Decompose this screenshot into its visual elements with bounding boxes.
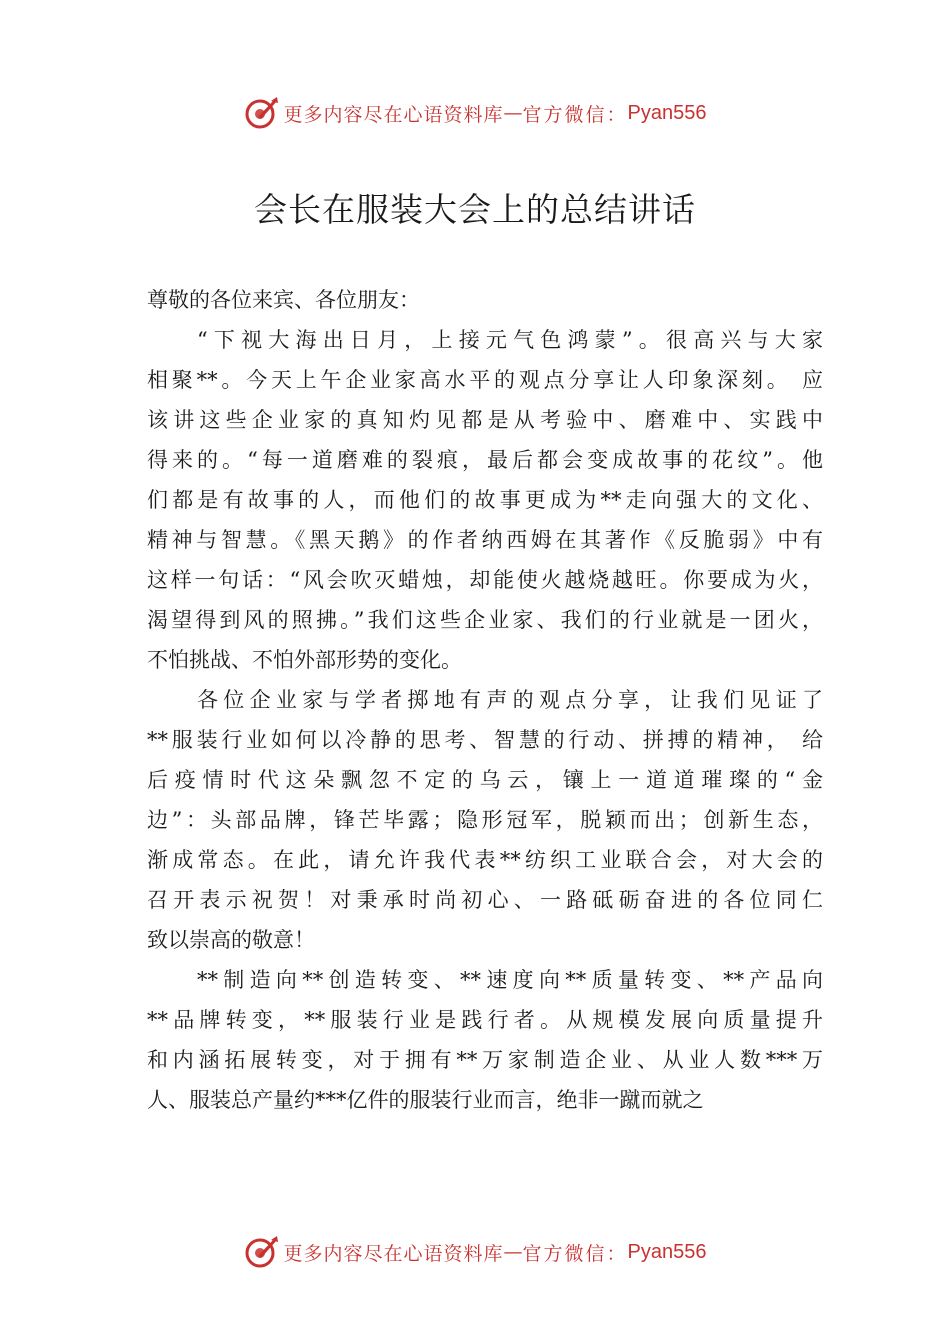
text-line: 得来的。“每一道磨难的裂痕，最后都会变成故事的花纹”。他 [147, 448, 823, 472]
text-line: 不怕挑战、不怕外部形势的变化。 [147, 648, 462, 672]
text-line: 召开表示祝贺！对秉承时尚初心、一路砥砺奋进的各位同仁 [147, 888, 823, 912]
quill-logo-icon [244, 95, 280, 131]
text-line: 边”：头部品牌，锋芒毕露；隐形冠军，脱颖而出；创新生态， [147, 808, 823, 832]
watermark-banner-bottom [0, 1234, 950, 1270]
text-line: 这样一句话：“风会吹灭蜡烛，却能使火越烧越旺。你要成为火， [147, 568, 823, 592]
text-line: 们都是有故事的人，而他们的故事更成为**走向强大的文化、 [147, 488, 823, 512]
text-line: “下视大海出日月，上接元气色鸿蒙”。很高兴与大家 [197, 328, 823, 352]
text-line: **制造向**创造转变、**速度向**质量转变、**产品向 [197, 968, 823, 992]
text-line: 后疫情时代这朵飘忽不定的乌云，镶上一道道璀璨的“金 [147, 768, 823, 792]
watermark-separator: — [503, 102, 523, 124]
text-line: 人、服装总产量约***亿件的服装行业而言，绝非一蹴而就之 [147, 1088, 704, 1112]
text-line: 渐成常态。在此，请允许我代表**纺织工业联合会，对大会的 [147, 848, 823, 872]
paragraph-2 [147, 680, 823, 960]
text-line: **品牌转变，**服装行业是践行者。从规模发展向质量提升 [147, 1008, 823, 1032]
text-line: 和内涵拓展转变，对于拥有**万家制造企业、从业人数***万 [147, 1048, 823, 1072]
document-body [147, 280, 823, 1120]
watermark-wechat-id: Pyan556 [627, 101, 707, 124]
watermark-wechat-label: 官方微信： [522, 103, 628, 126]
text-line: 各位企业家与学者掷地有声的观点分享，让我们见证了 [197, 688, 823, 712]
salutation: 尊敬的各位来宾、各位朋友： [147, 288, 420, 312]
watermark-wechat-id: Pyan556 [627, 1240, 707, 1263]
watermark-text: 更多内容尽在心语资料库 [283, 103, 504, 126]
watermark-banner-top [0, 95, 950, 131]
text-line: 致以崇高的敬意！ [147, 928, 315, 952]
paragraph-3 [147, 960, 823, 1120]
text-line: 精神与智慧。《黑天鹅》的作者纳西姆在其著作《反脆弱》中有 [147, 528, 823, 552]
watermark-wechat-label: 官方微信： [522, 1242, 628, 1265]
text-line: 相聚**。今天上午企业家高水平的观点分享让人印象深刻。 应 [147, 368, 823, 392]
text-line: **服装行业如何以冷静的思考、智慧的行动、拼搏的精神， 给 [147, 728, 823, 752]
document-title: 会长在服装大会上的总结讲话 [254, 190, 696, 229]
watermark-text: 更多内容尽在心语资料库 [283, 1242, 504, 1265]
text-line: 该讲这些企业家的真知灼见都是从考验中、磨难中、实践中 [147, 408, 823, 432]
text-line: 渴望得到风的照拂。”我们这些企业家、我们的行业就是一团火， [147, 608, 823, 632]
quill-logo-icon [244, 1234, 280, 1270]
paragraph-1 [147, 320, 823, 680]
watermark-separator: — [503, 1241, 523, 1263]
